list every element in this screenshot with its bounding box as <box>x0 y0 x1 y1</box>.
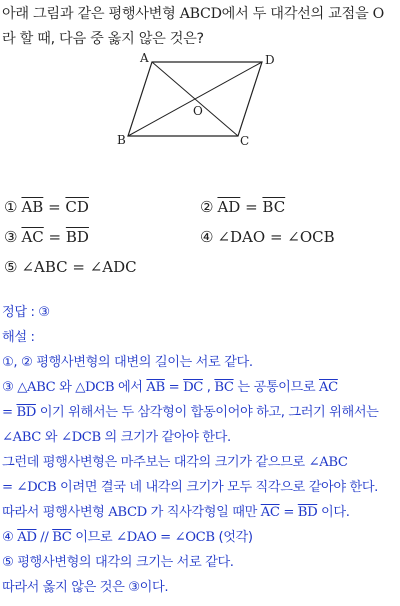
option-1[interactable] <box>4 196 89 218</box>
option-5-text: ∠ABC = ∠ADC <box>21 258 137 276</box>
explanation-line-1: ①, ② 평행사변형의 대변의 길이는 서로 같다. <box>2 355 253 370</box>
question-point-o: O <box>372 6 384 22</box>
question-text <box>2 2 398 52</box>
explanation-line-6: = ∠DCB 이려면 결국 네 내각의 크기가 모두 직각으로 같아야 한다. <box>2 480 378 495</box>
explanation-line-5: 그런데 평행사변형은 마주보는 대각의 크기가 같으므로 ∠ABC <box>2 455 348 470</box>
option-4-number: ④ <box>200 228 214 246</box>
option-1-seg1: $\overline{AB}$ <box>21 198 44 216</box>
option-3-seg1: $\overline{AC}$ <box>21 228 44 246</box>
option-1-number: ① <box>4 198 18 216</box>
parallelogram-figure <box>117 50 275 150</box>
question-part2: 에서 두 대각선의 교점을 <box>221 6 373 22</box>
question-shape-name: ABCD <box>179 6 222 22</box>
option-1-seg2: $\overline{CD}$ <box>65 198 89 216</box>
option-4[interactable] <box>200 226 335 248</box>
option-3[interactable] <box>4 226 89 248</box>
explanation-line-4: ∠ABC 와 ∠DCB 의 크기가 같아야 한다. <box>2 430 231 445</box>
option-1-equals: = <box>43 198 66 216</box>
label-b: B <box>117 133 126 147</box>
question-part3: 라 할 때, 다음 중 옳지 않은 것은? <box>2 31 204 47</box>
explanation-line-10: 따라서 옳지 않은 것은 ③이다. <box>2 580 169 595</box>
question-part1: 아래 그림과 같은 평행사변형 <box>2 6 180 22</box>
option-5[interactable] <box>4 256 137 278</box>
option-3-seg2: $\overline{BD}$ <box>65 228 89 246</box>
explanation-line-8: ④ $\overline{AD} // \overline{BC}$ 이므로 ∠DAO = ∠OCB (엇각) <box>2 530 253 545</box>
option-2-seg1: $\overline{AD}$ <box>217 198 241 216</box>
option-3-equals: = <box>43 228 66 246</box>
option-4-text: ∠DAO = ∠OCB <box>217 228 335 246</box>
label-a: A <box>140 51 149 65</box>
option-5-number: ⑤ <box>4 258 18 276</box>
option-2-number: ② <box>200 198 214 216</box>
label-d: D <box>265 53 275 67</box>
option-3-number: ③ <box>4 228 18 246</box>
explanation-line-3: = $\overline{BD}$ 이기 위해서는 두 삼각형이 합동이어야 하고, 그러기 위해서는 <box>2 405 379 420</box>
label-o: O <box>193 104 203 118</box>
explanation-line-7: 따라서 평행사변형 ABCD 가 직사각형일 때만 $\overline{AC} = \overline{BD}$ 이다. <box>2 505 350 520</box>
label-c: C <box>240 134 250 148</box>
option-2-seg2: $\overline{BC}$ <box>262 198 286 216</box>
explanation-line-2: ③ △ABC 와 △DCB 에서 $\overline{AB} = \overline{DC}$ , $\overline{BC}$ 는 공통이므로 $\overline{AC}$ <box>2 380 338 395</box>
solution-block <box>2 300 400 600</box>
option-2-equals: = <box>240 198 263 216</box>
answer-label: 정답 : ③ <box>2 305 50 320</box>
explanation-line-9: ⑤ 평행사변형의 대각의 크기는 서로 같다. <box>2 555 234 570</box>
option-2[interactable] <box>200 196 285 218</box>
explanation-label: 해설 : <box>2 330 35 345</box>
